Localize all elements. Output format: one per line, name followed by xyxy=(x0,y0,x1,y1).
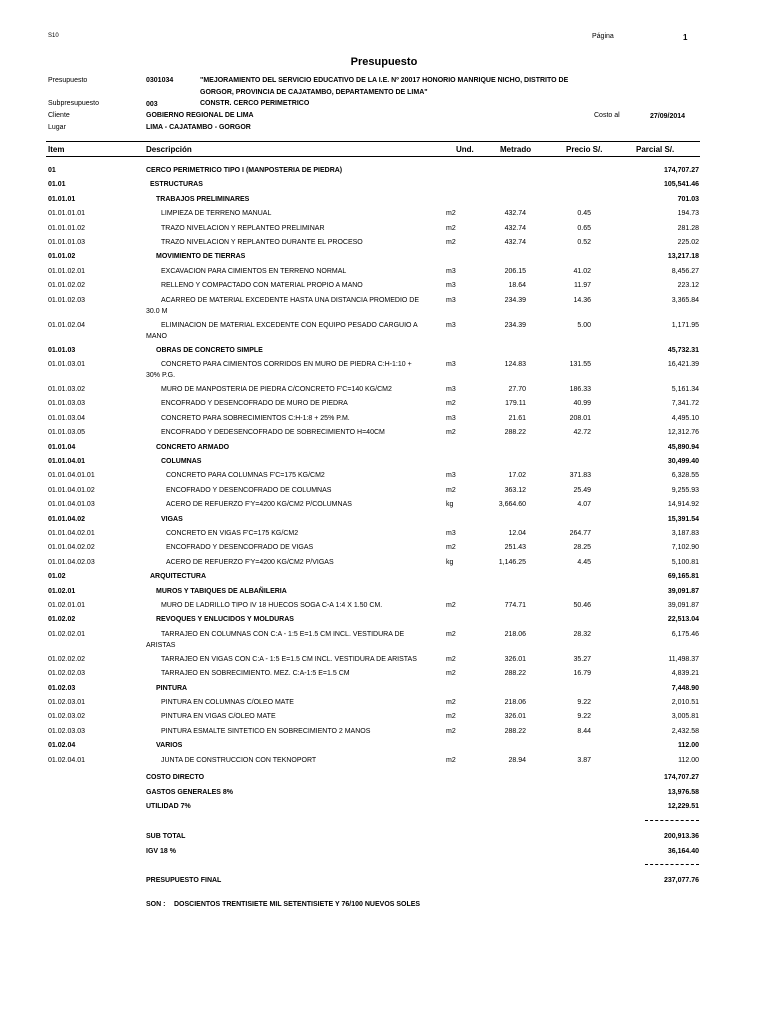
item-metrado: 18.64 xyxy=(508,282,526,290)
item-precio: 25.49 xyxy=(573,486,591,494)
son-text: DOSCIENTOS TRENTISIETE MIL SETENTISIETE Y 76/100 NUEVOS SOLES xyxy=(174,901,421,908)
page-number: 1 xyxy=(683,33,688,42)
report-code: S10 xyxy=(48,33,59,39)
item-description-cont: 30.0 M xyxy=(146,307,168,315)
item-unit: m3 xyxy=(446,296,456,304)
utilidad-row xyxy=(0,802,768,814)
item-precio: 28.25 xyxy=(573,544,591,552)
item-unit: m2 xyxy=(446,210,456,218)
item-description: ACERO DE REFUERZO F'Y=4200 KG/CM2 P/COLUMNAS xyxy=(166,501,352,509)
item-description: PINTURA ESMALTE SINTETICO EN SOBRECIMIENTO 2 MANOS xyxy=(161,727,371,735)
item-metrado: 288.22 xyxy=(504,727,526,735)
item-metrado: 326.01 xyxy=(504,655,526,663)
item-parcial: 69,165.81 xyxy=(667,573,699,581)
item-parcial: 45,890.94 xyxy=(667,443,699,451)
subtotal-rule xyxy=(645,820,699,821)
item-description: COLUMNAS xyxy=(161,458,202,465)
item-code: 01.02.01 xyxy=(48,587,76,595)
item-description: JUNTA DE CONSTRUCCION CON TEKNOPORT xyxy=(161,756,317,764)
item-unit: m2 xyxy=(446,429,456,437)
item-code: 01.01 xyxy=(48,181,66,189)
igv-row xyxy=(0,847,768,859)
table-group-row xyxy=(0,443,768,455)
item-precio: 4.07 xyxy=(577,501,591,509)
table-row xyxy=(0,281,768,293)
item-description: PINTURA EN VIGAS C/OLEO MATE xyxy=(161,713,276,721)
table-row xyxy=(0,698,768,710)
item-precio: 8.44 xyxy=(577,727,591,735)
item-description: ESTRUCTURAS xyxy=(150,181,203,189)
table-row xyxy=(0,630,768,649)
item-parcial: 105,541.46 xyxy=(663,181,699,189)
table-row xyxy=(0,529,768,541)
item-parcial: 281.28 xyxy=(677,224,699,232)
item-code: 01.02.02.02 xyxy=(48,655,85,663)
item-code: 01.01.04.02.01 xyxy=(48,530,95,537)
item-code: 01.02.02 xyxy=(48,616,76,624)
item-parcial: 3,187.83 xyxy=(671,530,699,537)
presupuesto-label: Presupuesto xyxy=(48,77,88,84)
item-code: 01.01.04.01.02 xyxy=(48,486,95,494)
item-parcial: 11,498.37 xyxy=(668,655,699,663)
item-code: 01.02 xyxy=(48,573,66,581)
costo-date: 27/09/2014 xyxy=(650,113,686,120)
item-parcial: 13,217.18 xyxy=(667,253,699,261)
col-precio: Precio S/. xyxy=(566,145,603,154)
item-code: 01.02.03 xyxy=(48,684,76,692)
item-parcial: 45,732.31 xyxy=(667,346,699,354)
item-parcial: 112.00 xyxy=(678,756,699,764)
item-metrado: 1,146.25 xyxy=(498,558,526,566)
item-unit: m3 xyxy=(446,361,456,368)
item-parcial: 4,839.21 xyxy=(671,670,699,678)
item-code: 01.01.04.02.02 xyxy=(48,544,95,552)
presupuesto-code: 0301034 xyxy=(146,77,174,84)
table-row xyxy=(0,712,768,724)
item-description: CONCRETO PARA COLUMNAS F'C=175 KG/CM2 xyxy=(166,472,325,480)
subtotal-row xyxy=(0,832,768,844)
item-description: ARQUITECTURA xyxy=(150,573,206,581)
item-description: ENCOFRADO Y DESENCOFRADO DE MURO DE PIEDRA xyxy=(161,400,348,408)
item-code: 01.01.01.03 xyxy=(48,239,85,246)
item-unit: m2 xyxy=(446,544,456,552)
item-unit: m2 xyxy=(446,400,456,408)
col-und: Und. xyxy=(456,145,474,154)
item-unit: m2 xyxy=(446,224,456,232)
item-code: 01.02.02.03 xyxy=(48,670,85,678)
item-code: 01.01.01 xyxy=(48,195,76,203)
table-row xyxy=(0,385,768,397)
item-metrado: 206.15 xyxy=(504,267,526,275)
item-metrado: 234.39 xyxy=(504,321,526,329)
item-description: TARRAJEO EN SOBRECIMIENTO. MEZ. C:A-1:5 E=1.5 CM xyxy=(161,670,350,678)
item-code: 01.01.03.03 xyxy=(48,400,85,408)
item-precio: 131.55 xyxy=(569,361,591,368)
item-unit: m2 xyxy=(446,630,456,638)
item-metrado: 251.43 xyxy=(504,544,526,552)
item-precio: 14.36 xyxy=(573,296,591,304)
item-parcial: 2,010.51 xyxy=(671,699,699,706)
table-row xyxy=(0,471,768,483)
item-precio: 0.45 xyxy=(577,210,591,218)
item-description: MUROS Y TABIQUES DE ALBAÑILERIA xyxy=(156,587,287,595)
table-row xyxy=(0,669,768,681)
table-row xyxy=(0,655,768,667)
item-description: EXCAVACION PARA CIMIENTOS EN TERRENO NORMAL xyxy=(161,267,347,275)
item-metrado: 432.74 xyxy=(504,239,526,246)
item-code: 01.01.01.01 xyxy=(48,210,85,218)
item-parcial: 7,102.90 xyxy=(671,544,699,552)
item-metrado: 124.83 xyxy=(504,361,526,368)
item-code: 01.02.03.01 xyxy=(48,699,85,706)
table-group-row xyxy=(0,615,768,627)
item-description: ENCOFRADO Y DEDESENCOFRADO DE SOBRECIMIENTO H=40CM xyxy=(161,429,385,437)
item-description: REVOQUES Y ENLUCIDOS Y MOLDURAS xyxy=(156,616,294,624)
table-group-row xyxy=(0,587,768,599)
item-metrado: 17.02 xyxy=(508,472,526,480)
item-parcial: 8,456.27 xyxy=(671,267,699,275)
item-description: MURO DE MANPOSTERIA DE PIEDRA C/CONCRETO F'C=140 KG/CM2 xyxy=(161,386,392,393)
item-description: CERCO PERIMETRICO TIPO I (MANPOSTERIA DE PIEDRA) xyxy=(146,167,343,174)
presupuesto-name-line1: "MEJORAMIENTO DEL SERVICIO EDUCATIVO DE LA I.E. Nº 20017 HONORIO MANRIQUE NICHO, DISTRITO DE xyxy=(200,77,569,84)
igv-label: IGV 18 % xyxy=(146,848,176,855)
item-code: 01.01.04.02.03 xyxy=(48,558,95,566)
item-code: 01.01.02 xyxy=(48,253,76,261)
item-code: 01.02.03.03 xyxy=(48,727,85,735)
item-code: 01.01.03.05 xyxy=(48,429,85,437)
item-parcial: 1,171.95 xyxy=(671,321,699,329)
costo-directo-label: COSTO DIRECTO xyxy=(146,774,205,781)
table-row xyxy=(0,727,768,739)
costo-directo-row xyxy=(0,773,768,785)
item-parcial: 174,707.27 xyxy=(663,167,699,174)
item-unit: m2 xyxy=(446,239,456,246)
item-unit: kg xyxy=(446,558,454,566)
item-precio: 41.02 xyxy=(573,267,591,275)
item-unit: m3 xyxy=(446,414,456,422)
item-unit: m3 xyxy=(446,321,456,329)
item-precio: 0.52 xyxy=(577,239,591,246)
item-code: 01 xyxy=(48,167,56,174)
table-group-row xyxy=(0,166,768,178)
item-code: 01.01.02.04 xyxy=(48,321,85,329)
item-description: CONCRETO EN VIGAS F'C=175 KG/CM2 xyxy=(166,530,299,537)
item-parcial: 5,161.34 xyxy=(671,386,699,393)
presupuesto-name-line2: GORGOR, PROVINCIA DE CAJATAMBO, DEPARTAMENTO DE LIMA" xyxy=(200,89,428,96)
item-unit: m3 xyxy=(446,530,456,537)
item-parcial: 39,091.87 xyxy=(667,602,699,609)
item-unit: m2 xyxy=(446,486,456,494)
item-code: 01.01.04.01.03 xyxy=(48,501,95,509)
item-parcial: 22,513.04 xyxy=(667,616,699,624)
item-metrado: 288.22 xyxy=(504,429,526,437)
item-unit: m3 xyxy=(446,267,456,275)
item-parcial: 30,499.40 xyxy=(667,458,699,465)
item-precio: 264.77 xyxy=(569,530,591,537)
item-code: 01.02.01.01 xyxy=(48,602,85,609)
item-metrado: 21.61 xyxy=(508,414,526,422)
subpresupuesto-code: 003 xyxy=(146,101,158,108)
item-parcial: 15,391.54 xyxy=(667,515,699,523)
table-row xyxy=(0,296,768,315)
item-unit: m2 xyxy=(446,670,456,678)
item-unit: m2 xyxy=(446,699,456,706)
item-precio: 0.65 xyxy=(577,224,591,232)
item-parcial: 5,100.81 xyxy=(671,558,699,566)
item-unit: m3 xyxy=(446,386,456,393)
item-code: 01.02.03.02 xyxy=(48,713,85,721)
item-code: 01.01.04 xyxy=(48,443,76,451)
item-code: 01.01.03.01 xyxy=(48,361,85,368)
lugar-value: LIMA - CAJATAMBO - GORGOR xyxy=(146,124,251,131)
item-precio: 9.22 xyxy=(577,713,591,721)
final-rule xyxy=(645,864,699,865)
item-description: TARRAJEO EN COLUMNAS CON C:A - 1:5 E=1.5 CM INCL. VESTIDURA DE xyxy=(161,630,405,638)
page-label: Página xyxy=(592,33,614,40)
item-description-cont: ARISTAS xyxy=(146,641,176,649)
header-rule-top xyxy=(46,141,700,142)
item-description-cont: 30% P.G. xyxy=(146,372,176,379)
subtotal-label: SUB TOTAL xyxy=(146,833,186,840)
item-metrado: 288.22 xyxy=(504,670,526,678)
item-precio: 50.46 xyxy=(573,602,591,609)
subpresupuesto-name: CONSTR. CERCO PERIMETRICO xyxy=(200,100,310,107)
gastos-value: 13,976.58 xyxy=(667,789,699,796)
table-group-row xyxy=(0,346,768,358)
item-description: ELIMINACION DE MATERIAL EXCEDENTE CON EQUIPO PESADO CARGUIO A xyxy=(161,321,418,329)
table-row xyxy=(0,399,768,411)
item-parcial: 225.02 xyxy=(677,239,699,246)
utilidad-value: 12,229.51 xyxy=(667,803,699,810)
item-parcial: 14,914.92 xyxy=(667,501,699,509)
costo-directo-value: 174,707.27 xyxy=(663,774,699,781)
item-description: VARIOS xyxy=(156,742,183,750)
item-precio: 371.83 xyxy=(569,472,591,480)
item-metrado: 432.74 xyxy=(504,224,526,232)
item-parcial: 112.00 xyxy=(677,742,699,750)
table-row xyxy=(0,360,768,379)
item-parcial: 2,432.58 xyxy=(671,727,699,735)
item-code: 01.01.02.03 xyxy=(48,296,85,304)
table-row xyxy=(0,267,768,279)
item-precio: 208.01 xyxy=(569,414,591,422)
item-parcial: 6,175.46 xyxy=(671,630,699,638)
table-row xyxy=(0,558,768,570)
item-description: MOVIMIENTO DE TIERRAS xyxy=(156,253,246,261)
item-code: 01.01.04.01.01 xyxy=(48,472,95,480)
item-unit: m2 xyxy=(446,756,456,764)
col-parcial: Parcial S/. xyxy=(636,145,675,154)
item-description: ENCOFRADO Y DESENCOFRADO DE COLUMNAS xyxy=(166,486,332,494)
item-parcial: 39,091.87 xyxy=(667,587,699,595)
presupuesto-final-value: 237,077.76 xyxy=(663,877,699,884)
item-description: OBRAS DE CONCRETO SIMPLE xyxy=(156,346,263,354)
item-description: PINTURA xyxy=(156,684,188,692)
table-group-row xyxy=(0,195,768,207)
item-parcial: 3,365.84 xyxy=(671,296,699,304)
item-code: 01.01.04.01 xyxy=(48,458,85,465)
item-parcial: 3,005.81 xyxy=(671,713,699,721)
table-row xyxy=(0,486,768,498)
table-row xyxy=(0,543,768,555)
item-description: CONCRETO ARMADO xyxy=(156,443,230,451)
item-parcial: 194.73 xyxy=(677,210,699,218)
item-description: RELLENO Y COMPACTADO CON MATERIAL PROPIO A MANO xyxy=(161,282,363,290)
presupuesto-final-row xyxy=(0,876,768,888)
item-parcial: 7,448.90 xyxy=(671,684,699,692)
table-row xyxy=(0,224,768,236)
item-code: 01.01.02.01 xyxy=(48,267,85,275)
item-description: CONCRETO PARA SOBRECIMIENTOS C:H-1:8 + 25% P.M. xyxy=(161,414,350,422)
item-metrado: 28.94 xyxy=(508,756,526,764)
item-precio: 9.22 xyxy=(577,699,591,706)
item-parcial: 701.03 xyxy=(677,195,699,203)
item-metrado: 234.39 xyxy=(504,296,526,304)
item-unit: m3 xyxy=(446,282,456,290)
item-metrado: 218.06 xyxy=(504,699,526,706)
igv-value: 36,164.40 xyxy=(667,848,699,855)
item-parcial: 9,255.93 xyxy=(671,486,699,494)
utilidad-label: UTILIDAD 7% xyxy=(146,803,191,810)
item-unit: m3 xyxy=(446,472,456,480)
item-parcial: 16,421.39 xyxy=(667,361,699,368)
item-precio: 40.99 xyxy=(573,400,591,408)
table-group-row xyxy=(0,741,768,753)
item-code: 01.01.04.02 xyxy=(48,515,85,523)
header-rule-bottom xyxy=(46,156,700,157)
table-row xyxy=(0,238,768,250)
col-item: Item xyxy=(48,145,65,154)
col-desc: Descripción xyxy=(146,145,192,154)
item-code: 01.02.04 xyxy=(48,742,76,750)
item-precio: 5.00 xyxy=(577,321,591,329)
table-group-row xyxy=(0,572,768,584)
son-row xyxy=(0,900,768,912)
item-precio: 28.32 xyxy=(573,630,591,638)
item-unit: m2 xyxy=(446,655,456,663)
item-precio: 16.79 xyxy=(573,670,591,678)
item-parcial: 223.12 xyxy=(677,282,699,290)
item-code: 01.01.01.02 xyxy=(48,224,85,232)
table-group-row xyxy=(0,515,768,527)
page-title: Presupuesto xyxy=(350,56,418,68)
cliente-label: Cliente xyxy=(48,112,70,119)
item-precio: 35.27 xyxy=(573,655,591,663)
item-code: 01.01.03.04 xyxy=(48,414,85,422)
item-unit: kg xyxy=(446,501,454,509)
table-group-row xyxy=(0,252,768,264)
presupuesto-final-label: PRESUPUESTO FINAL xyxy=(146,877,222,884)
item-description: ACERO DE REFUERZO F'Y=4200 KG/CM2 P/VIGAS xyxy=(166,558,334,566)
item-code: 01.01.03.02 xyxy=(48,386,85,393)
item-precio: 42.72 xyxy=(573,429,591,437)
table-group-row xyxy=(0,457,768,469)
item-description-cont: MANO xyxy=(146,332,167,340)
item-metrado: 218.06 xyxy=(504,630,526,638)
item-metrado: 363.12 xyxy=(504,486,526,494)
item-precio: 4.45 xyxy=(577,558,591,566)
table-row xyxy=(0,414,768,426)
item-code: 01.02.04.01 xyxy=(48,756,85,764)
item-metrado: 774.71 xyxy=(504,602,526,609)
item-metrado: 179.11 xyxy=(505,400,526,408)
item-metrado: 12.04 xyxy=(508,530,526,537)
item-parcial: 7,341.72 xyxy=(671,400,699,408)
table-row xyxy=(0,321,768,340)
item-unit: m2 xyxy=(446,602,456,609)
item-unit: m2 xyxy=(446,727,456,735)
item-description: TRABAJOS PRELIMINARES xyxy=(156,195,250,203)
gastos-label: GASTOS GENERALES 8% xyxy=(146,789,234,796)
item-precio: 186.33 xyxy=(569,386,591,393)
subpresupuesto-label: Subpresupuesto xyxy=(48,100,99,107)
table-group-row xyxy=(0,180,768,192)
table-row xyxy=(0,500,768,512)
table-row xyxy=(0,209,768,221)
item-metrado: 326.01 xyxy=(504,713,526,721)
item-description: ACARREO DE MATERIAL EXCEDENTE HASTA UNA DISTANCIA PROMEDIO DE xyxy=(161,296,420,304)
item-parcial: 6,328.55 xyxy=(671,472,699,480)
item-description: PINTURA EN COLUMNAS C/OLEO MATE xyxy=(161,699,294,706)
item-metrado: 3,664.60 xyxy=(498,501,526,509)
cliente-value: GOBIERNO REGIONAL DE LIMA xyxy=(146,112,254,119)
col-metrado: Metrado xyxy=(500,145,532,154)
item-description: LIMPIEZA DE TERRENO MANUAL xyxy=(161,210,272,218)
item-code: 01.02.02.01 xyxy=(48,630,85,638)
item-metrado: 432.74 xyxy=(504,210,526,218)
costo-label: Costo al xyxy=(594,112,620,119)
table-row xyxy=(0,601,768,613)
item-precio: 3.87 xyxy=(577,756,591,764)
table-row xyxy=(0,756,768,768)
item-parcial: 12,312.76 xyxy=(667,429,699,437)
item-code: 01.01.03 xyxy=(48,346,76,354)
lugar-label: Lugar xyxy=(48,124,66,131)
son-label: SON : xyxy=(146,901,166,908)
item-description: TARRAJEO EN VIGAS CON C:A - 1:5 E=1.5 CM INCL. VESTIDURA DE ARISTAS xyxy=(161,655,417,663)
item-description: MURO DE LADRILLO TIPO IV 18 HUECOS SOGA C-A 1:4 X 1.50 CM. xyxy=(161,602,383,609)
item-precio: 11.97 xyxy=(574,282,591,290)
item-parcial: 4,495.10 xyxy=(671,414,699,422)
item-description: VIGAS xyxy=(161,515,183,523)
item-description: TRAZO NIVELACION Y REPLANTEO DURANTE EL PROCESO xyxy=(161,239,363,246)
item-description: ENCOFRADO Y DESENCOFRADO DE VIGAS xyxy=(166,544,314,552)
table-row xyxy=(0,428,768,440)
item-description: TRAZO NIVELACION Y REPLANTEO PRELIMINAR xyxy=(161,224,325,232)
gastos-row xyxy=(0,788,768,800)
table-group-row xyxy=(0,684,768,696)
item-description: CONCRETO PARA CIMIENTOS CORRIDOS EN MURO DE PIEDRA C:H-1:10 + xyxy=(161,361,412,368)
item-code: 01.01.02.02 xyxy=(48,282,85,290)
item-metrado: 27.70 xyxy=(508,386,526,393)
item-unit: m2 xyxy=(446,713,456,721)
subtotal-value: 200,913.36 xyxy=(663,833,699,840)
